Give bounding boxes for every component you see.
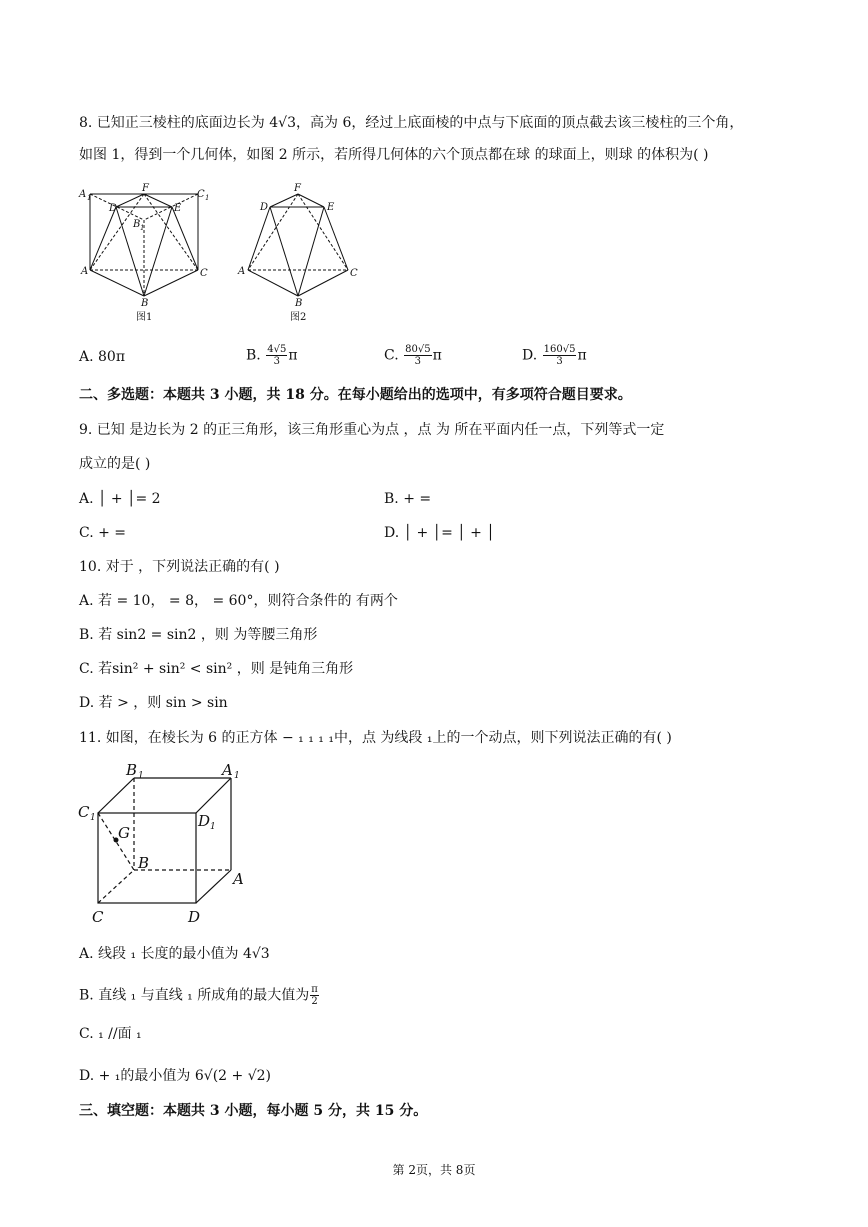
label-C: C [350, 268, 358, 279]
label-B1: B [126, 761, 138, 779]
label-A1: A [79, 189, 87, 200]
label-C1: C [78, 803, 90, 821]
q9-option-d: D. │ + │= │ + │ [384, 525, 495, 541]
label-B: B [295, 298, 303, 309]
svg-text:1: 1 [138, 771, 144, 781]
q8-figure-2 [236, 180, 366, 325]
section-3-heading: 三、填空题：本题共 3 小题，每小题 5 分，共 15 分。 [79, 1103, 428, 1119]
q11-option-b: B. 直线 ₁ 与直线 ₁ 所成角的最大值为 $\frac{\pi}{2}$ [79, 984, 318, 1007]
label-A: A [81, 266, 89, 277]
q8-stem-line1: 8. 已知正三棱柱的底面边长为 4√3，高为 6，经过上底面棱的中点与下底面的顶点截去该三棱柱的三个角， [79, 115, 744, 131]
label-B: B [141, 298, 149, 309]
q10-option-a: A. 若 = 10， = 8， = 60°，则符合条件的 有两个 [79, 593, 398, 609]
q10-option-d: D. 若 > ，则 sin > sin [79, 695, 228, 711]
fig1-caption: 图1 [136, 312, 153, 323]
q8-option-c: C. $\frac{80√5}{3}$ π [384, 344, 442, 367]
label-A: A [233, 870, 244, 888]
label-A: A [238, 266, 246, 277]
q8-figure-1 [76, 180, 216, 325]
label-C: C [200, 268, 208, 279]
svg-text:1: 1 [205, 194, 210, 202]
svg-text:1: 1 [210, 822, 216, 832]
q11-option-a: A. 线段 ₁ 长度的最小值为 4√3 [79, 946, 270, 962]
label-D: D [260, 202, 269, 213]
label-D: D [188, 908, 201, 926]
q10-stem: 10. 对于 ，下列说法正确的有( ) [79, 559, 280, 575]
q10-option-c: C. 若sin² + sin² < sin² ，则 是钝角三角形 [79, 661, 354, 677]
label-A1: A [222, 761, 233, 779]
svg-text:1: 1 [90, 813, 96, 823]
q11-option-d: D. + ₁的最小值为 6√(2 + √2) [79, 1068, 271, 1084]
label-B: B [138, 854, 150, 872]
label-E: E [174, 203, 182, 214]
label-C: C [92, 908, 104, 926]
label-E: E [327, 202, 335, 213]
q9-option-c: C. + = [79, 525, 127, 541]
q8-option-a: A. 80π [79, 349, 126, 365]
label-D1: D [198, 812, 211, 830]
svg-text:1: 1 [140, 224, 145, 232]
label-D: D [109, 203, 118, 214]
svg-text:1: 1 [87, 194, 92, 202]
page-footer: 第 2页，共 8页 [392, 1163, 476, 1177]
label-C1: C [197, 189, 205, 200]
q9-option-a: A. │ + │= 2 [79, 491, 161, 507]
q9-stem-line1: 9. 已知 是边长为 2 的正三角形，该三角形重心为点 ，点 为 所在平面内任一点，下列等式一定 [79, 422, 665, 438]
fig2-caption: 图2 [290, 312, 307, 323]
label-G: G [118, 824, 130, 842]
q9-option-b: B. + = [384, 491, 432, 507]
q11-stem: 11. 如图，在棱长为 6 的正方体 − ₁ ₁ ₁ ₁中，点 为线段 ₁上的一个动点，则下列说法正确的有( ) [79, 730, 672, 746]
q8-stem-line2: 如图 1，得到一个几何体，如图 2 所示，若所得几何体的六个顶点都在球 的球面上，则球 的体积为( ) [79, 147, 709, 163]
label-F: F [142, 183, 149, 194]
svg-text:1: 1 [234, 771, 240, 781]
q8-option-b: B. $\frac{4√5}{3}$ π [246, 344, 298, 367]
q9-stem-line2: 成立的是( ) [79, 456, 151, 472]
q11-option-c: C. ₁ //面 ₁ [79, 1026, 142, 1042]
q10-option-b: B. 若 sin2 = sin2 ，则 为等腰三角形 [79, 627, 318, 643]
label-F: F [294, 183, 301, 194]
section-2-heading: 二、多选题：本题共 3 小题，共 18 分。在每小题给出的选项中，有多项符合题目要求。 [79, 387, 632, 403]
label-B1: B [133, 219, 141, 230]
q8-option-d: D. $\frac{160√5}{3}$ π [522, 344, 587, 367]
q11-cube-figure [76, 760, 251, 930]
